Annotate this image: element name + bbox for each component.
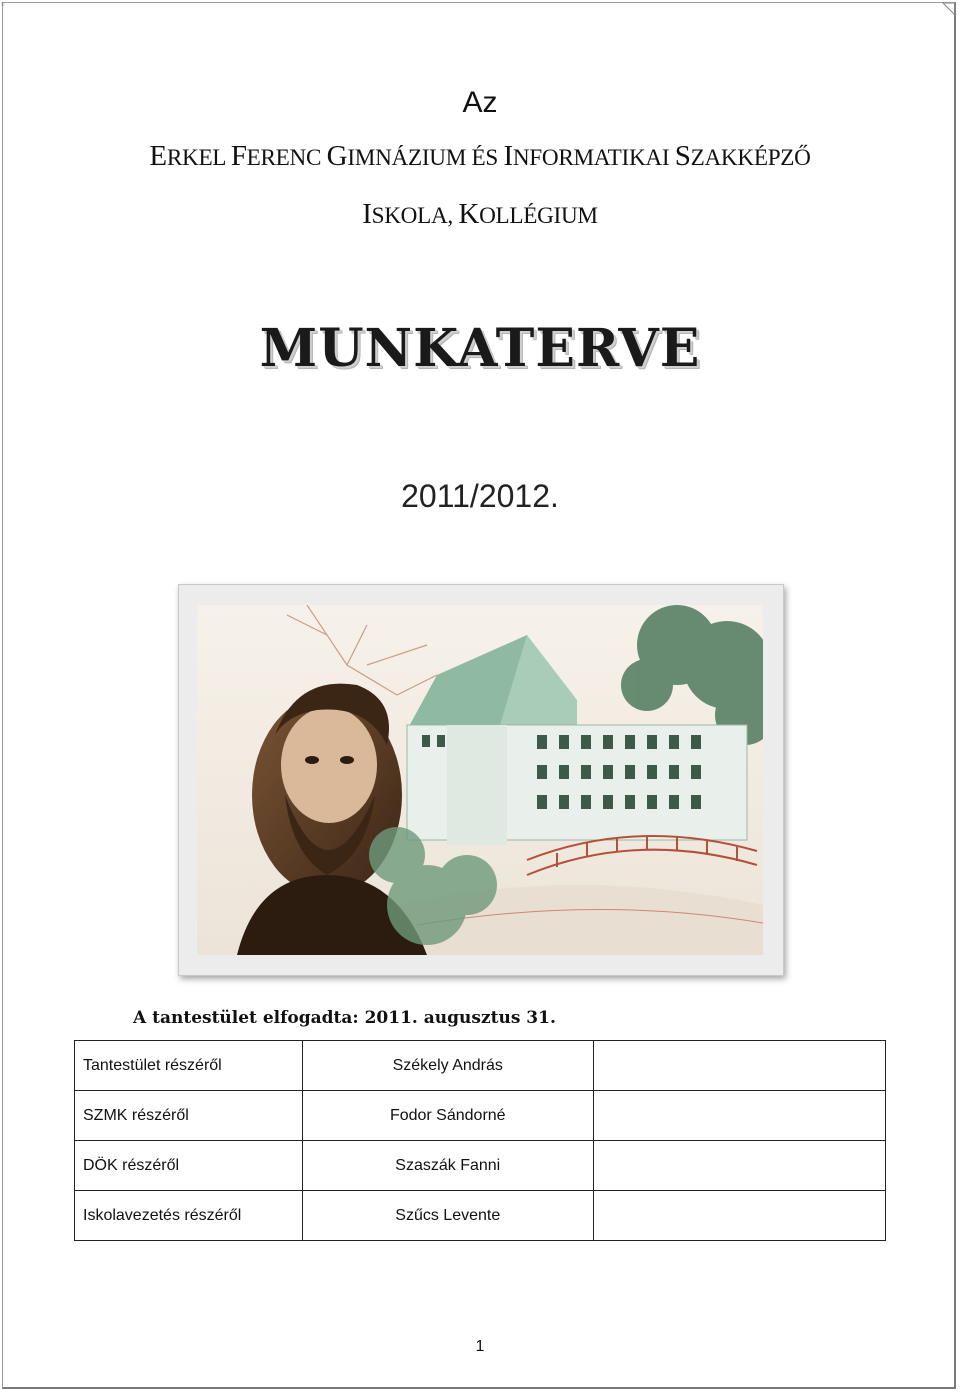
signature-row xyxy=(75,1191,886,1241)
school-name-initial: G xyxy=(326,140,348,172)
signature-name: Szűcs Levente xyxy=(302,1191,593,1241)
school-name-word-rest: RKEL xyxy=(166,145,231,171)
school-name-word-rest: NFORMATIKAI xyxy=(512,145,675,171)
signature-role: DÖK részéről xyxy=(75,1141,303,1191)
signature-row xyxy=(75,1091,886,1141)
school-name-word-rest: SKOLA, xyxy=(371,203,459,229)
school-name-initial: I xyxy=(362,198,372,230)
school-name-word-rest: ERENC xyxy=(246,145,327,171)
school-name-line1-text xyxy=(149,140,810,172)
signature-field xyxy=(593,1091,885,1141)
school-name-line1 xyxy=(0,140,960,173)
page-number: 1 xyxy=(475,1338,485,1355)
signature-name: Fodor Sándorné xyxy=(302,1091,593,1141)
signature-field xyxy=(593,1141,885,1191)
signature-name: Szaszák Fanni xyxy=(302,1141,593,1191)
cover-illustration xyxy=(197,605,763,955)
signature-name: Székely András xyxy=(302,1041,593,1091)
approval-statement: A tantestület elfogadta: 2011. augusztus 31. xyxy=(133,1008,556,1028)
cover-photo xyxy=(197,605,763,955)
school-name-initial: E xyxy=(149,140,167,172)
signature-role: Tantestület részéről xyxy=(75,1041,303,1091)
school-name-initial: I xyxy=(503,140,513,172)
signature-table xyxy=(74,1040,886,1241)
school-name-initial: K xyxy=(458,198,480,230)
school-name-word-rest: IMNÁZIUM ÉS xyxy=(347,145,504,171)
school-name-word-rest: ZAKKÉPZŐ xyxy=(690,145,811,171)
corner-marker-icon: ◦ xyxy=(0,0,6,11)
signature-row xyxy=(75,1141,886,1191)
page-curl-icon xyxy=(942,2,956,16)
cover-photo-frame xyxy=(178,584,784,976)
intro-word: Az xyxy=(462,86,498,119)
signature-role: Iskolavezetés részéről xyxy=(75,1191,303,1241)
school-name-initial: S xyxy=(674,140,691,172)
signature-field xyxy=(593,1041,885,1091)
school-name-word-rest: OLLÉGIUM xyxy=(479,203,598,229)
school-year: 2011/2012. xyxy=(401,478,559,514)
signature-field xyxy=(593,1191,885,1241)
page-title: MUNKATERVE xyxy=(259,318,701,379)
signature-role: SZMK részéről xyxy=(75,1091,303,1141)
signature-row xyxy=(75,1041,886,1091)
school-name-initial: F xyxy=(230,140,247,172)
school-name-line2 xyxy=(0,198,960,231)
school-name-line2-text xyxy=(362,198,597,230)
